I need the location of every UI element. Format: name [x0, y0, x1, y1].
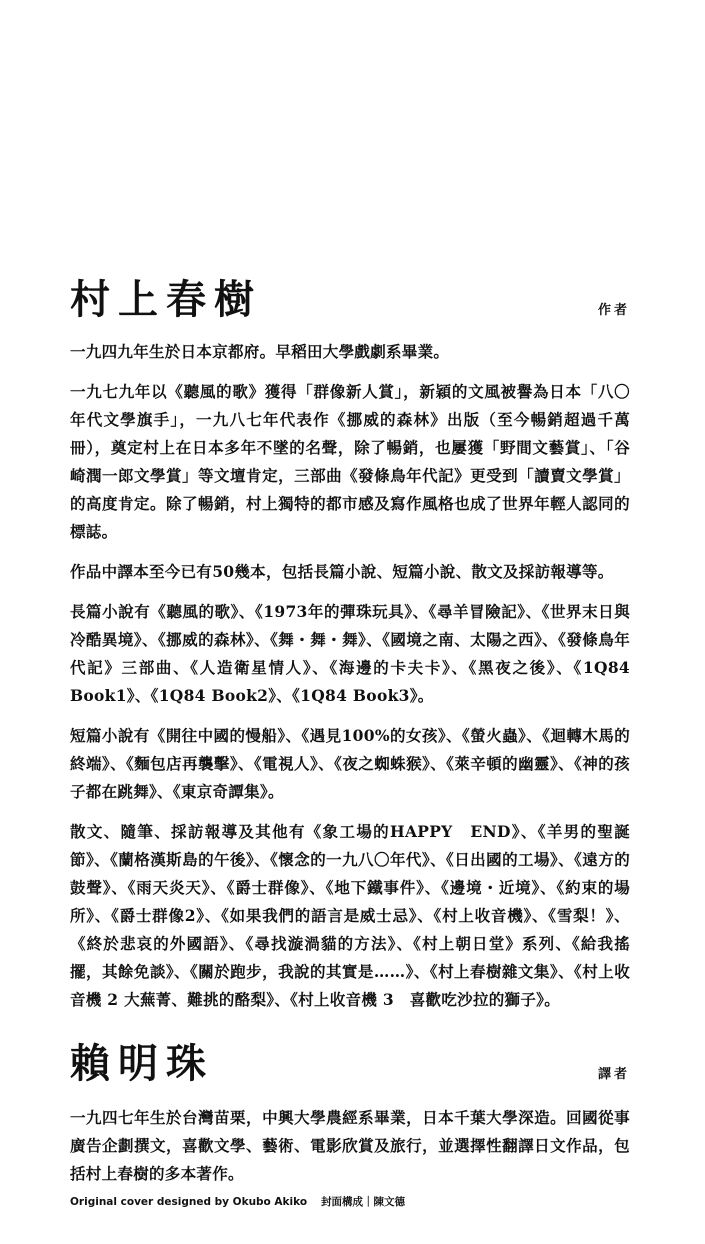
author-role-label: 作者 [597, 303, 630, 318]
translator-bio-paragraph: 一九四七年生於台灣苗栗，中興大學農經系畢業，日本千葉大學深造。回國從事廣告企劃撰文，喜歡文學、藝術、電影欣賞及旅行，並選擇性翻譯日文作品，包括村上春樹的多本著作。 [70, 1108, 630, 1183]
author-novels-paragraph: 長篇小說有《聽風的歌》、《1973年的彈珠玩具》、《尋羊冒險記》、《世界末日與冷酷異境》、《挪威的森林》、《舞・舞・舞》、《國境之南、太陽之西》、《發條鳥年代記》三部曲、《人造衛星情人》、《海邊的卡夫卡》、《黑夜之後》、《1Q84 Book1》、《1Q84 Book2》、《1Q84 Book3》。 [70, 602, 630, 705]
cover-layout-credit: 封面構成｜陳文德 [321, 1196, 406, 1208]
translator-role-label: 譯者 [597, 1067, 630, 1082]
translator-section [70, 1034, 630, 1188]
cover-design-credit: Original cover designed by Okubo Akiko [70, 1196, 308, 1208]
translator-name: 賴明珠 [70, 1040, 214, 1087]
bio-page [70, 270, 630, 1200]
translator-header [70, 1034, 630, 1090]
author-bio-paragraph: 作品中譯本至今已有50幾本，包括長篇小說、短篇小說、散文及採訪報導等。 [70, 562, 614, 581]
author-section [70, 270, 630, 1014]
author-essays-paragraph: 散文、隨筆、採訪報導及其他有《象工場的HAPPY END》、《羊男的聖誕節》、《蘭格漢斯島的午後》、《懷念的一九八〇年代》、《日出國的工場》、《遠方的鼓聲》、《雨天炎天》、《爵士群像》、《地下鐵事件》、《邊境・近境》、《約束的場所》、《爵士群像2》、《如果我們的語言是威士忌》、《村上收音機》、《雪梨！》、《終於悲哀的外國語》、《尋找漩渦貓的方法》、《村上朝日堂》系列、《給我搖擺，其餘免談》、《關於跑步，我說的其實是……》、《村上春樹雜文集》、《村上收音機 2 大蕪菁、難挑的酪梨》、《村上收音機 3 喜歡吃沙拉的獅子》。 [70, 822, 630, 1009]
author-bio-paragraph: 一九四九年生於日本京都府。早稻田大學戲劇系畢業。 [70, 342, 450, 361]
cover-credit-line [70, 1194, 405, 1209]
author-name: 村上春樹 [70, 276, 262, 323]
author-header [70, 270, 630, 326]
author-short-stories-paragraph: 短篇小說有《開往中國的慢船》、《遇見100%的女孩》、《螢火蟲》、《迴轉木馬的終端》、《麵包店再襲擊》、《電視人》、《夜之蜘蛛猴》、《萊辛頓的幽靈》、《神的孩子都在跳舞》、《東京奇譚集》。 [70, 726, 630, 801]
author-bio-paragraph: 一九七九年以《聽風的歌》獲得「群像新人賞」，新穎的文風被譽為日本「八〇年代文學旗手」，一九八七年代表作《挪威的森林》出版（至今暢銷超過千萬冊），奠定村上在日本多年不墜的名聲，除了暢銷，也屢獲「野間文藝賞」、「谷崎潤一郎文學賞」等文壇肯定，三部曲《發條鳥年代記》更受到「讀賣文學賞」的高度肯定。除了暢銷，村上獨特的都市感及寫作風格也成了世界年輕人認同的標誌。 [70, 382, 630, 541]
